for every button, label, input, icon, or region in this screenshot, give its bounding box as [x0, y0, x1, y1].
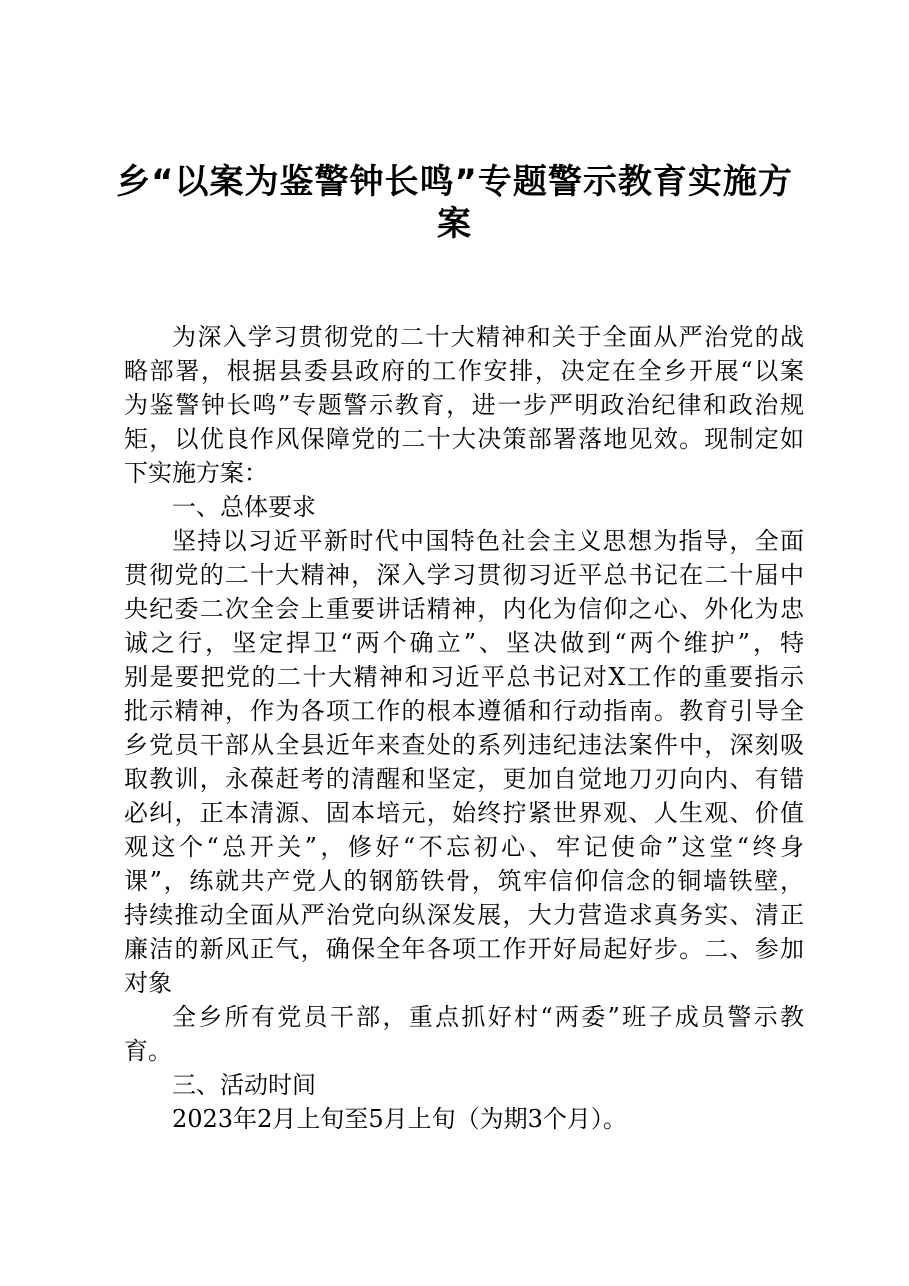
- paragraph-line: 略部署，根据县委县政府的工作安排，决定在全乡开展“以案: [124, 357, 804, 385]
- document-title-line-2: 案: [437, 204, 472, 244]
- paragraph-line: 观这个“总开关”，修好“不忘初心、牢记使命”这堂“终身: [124, 833, 804, 861]
- paragraph-line: 为鉴警钟长鸣”专题警示教育，进一步严明政治纪律和政治规: [124, 391, 804, 419]
- paragraph-line: 批示精神，作为各项工作的根本遵循和行动指南。教育引导全: [124, 697, 804, 725]
- document-title-line-1: 乡“以案为鉴警钟长鸣”专题警示教育实施方: [116, 162, 793, 202]
- paragraph-line: 对象: [124, 969, 172, 997]
- paragraph-line: 乡党员干部从全县近年来查处的系列违纪违法案件中，深刻吸: [124, 731, 804, 759]
- paragraph-line: 央纪委二次全会上重要讲话精神，内化为信仰之心、外化为忠: [124, 595, 804, 623]
- paragraph-line: 取教训，永葆赶考的清醒和坚定，更加自觉地刀刃向内、有错: [124, 765, 804, 793]
- section-heading: 一、总体要求: [172, 493, 316, 521]
- paragraph-line: 廉洁的新风正气，确保全年各项工作开好局起好步。二、参加: [124, 935, 804, 963]
- paragraph-line: 别是要把党的二十大精神和习近平总书记对X工作的重要指示: [124, 663, 804, 691]
- paragraph-line: 2023年2月上旬至5月上旬（为期3个月）。: [172, 1105, 627, 1133]
- paragraph-line: 坚持以习近平新时代中国特色社会主义思想为指导，全面: [172, 527, 804, 555]
- paragraph-line: 下实施方案：: [124, 459, 268, 487]
- paragraph-line: 矩，以优良作风保障党的二十大决策部署落地见效。现制定如: [124, 425, 804, 453]
- paragraph-line: 诚之行，坚定捍卫“两个确立”、坚决做到“两个维护”，特: [124, 629, 804, 657]
- paragraph-line: 必纠，正本清源、固本培元，始终拧紧世界观、人生观、价值: [124, 799, 804, 827]
- document-body: [124, 320, 804, 1136]
- paragraph-line: 为深入学习贯彻党的二十大精神和关于全面从严治党的战: [172, 323, 804, 351]
- paragraph-line: 课”，练就共产党人的钢筋铁骨，筑牢信仰信念的铜墙铁壁，: [124, 867, 804, 895]
- paragraph-line: 持续推动全面从严治党向纵深发展，大力营造求真务实、清正: [124, 901, 804, 929]
- paragraph-line: 育。: [124, 1037, 172, 1065]
- paragraph-line: 贯彻党的二十大精神，深入学习贯彻习近平总书记在二十届中: [124, 561, 804, 589]
- paragraph-line: 全乡所有党员干部，重点抓好村“两委”班子成员警示教: [172, 1003, 804, 1031]
- section-heading: 三、活动时间: [172, 1071, 316, 1099]
